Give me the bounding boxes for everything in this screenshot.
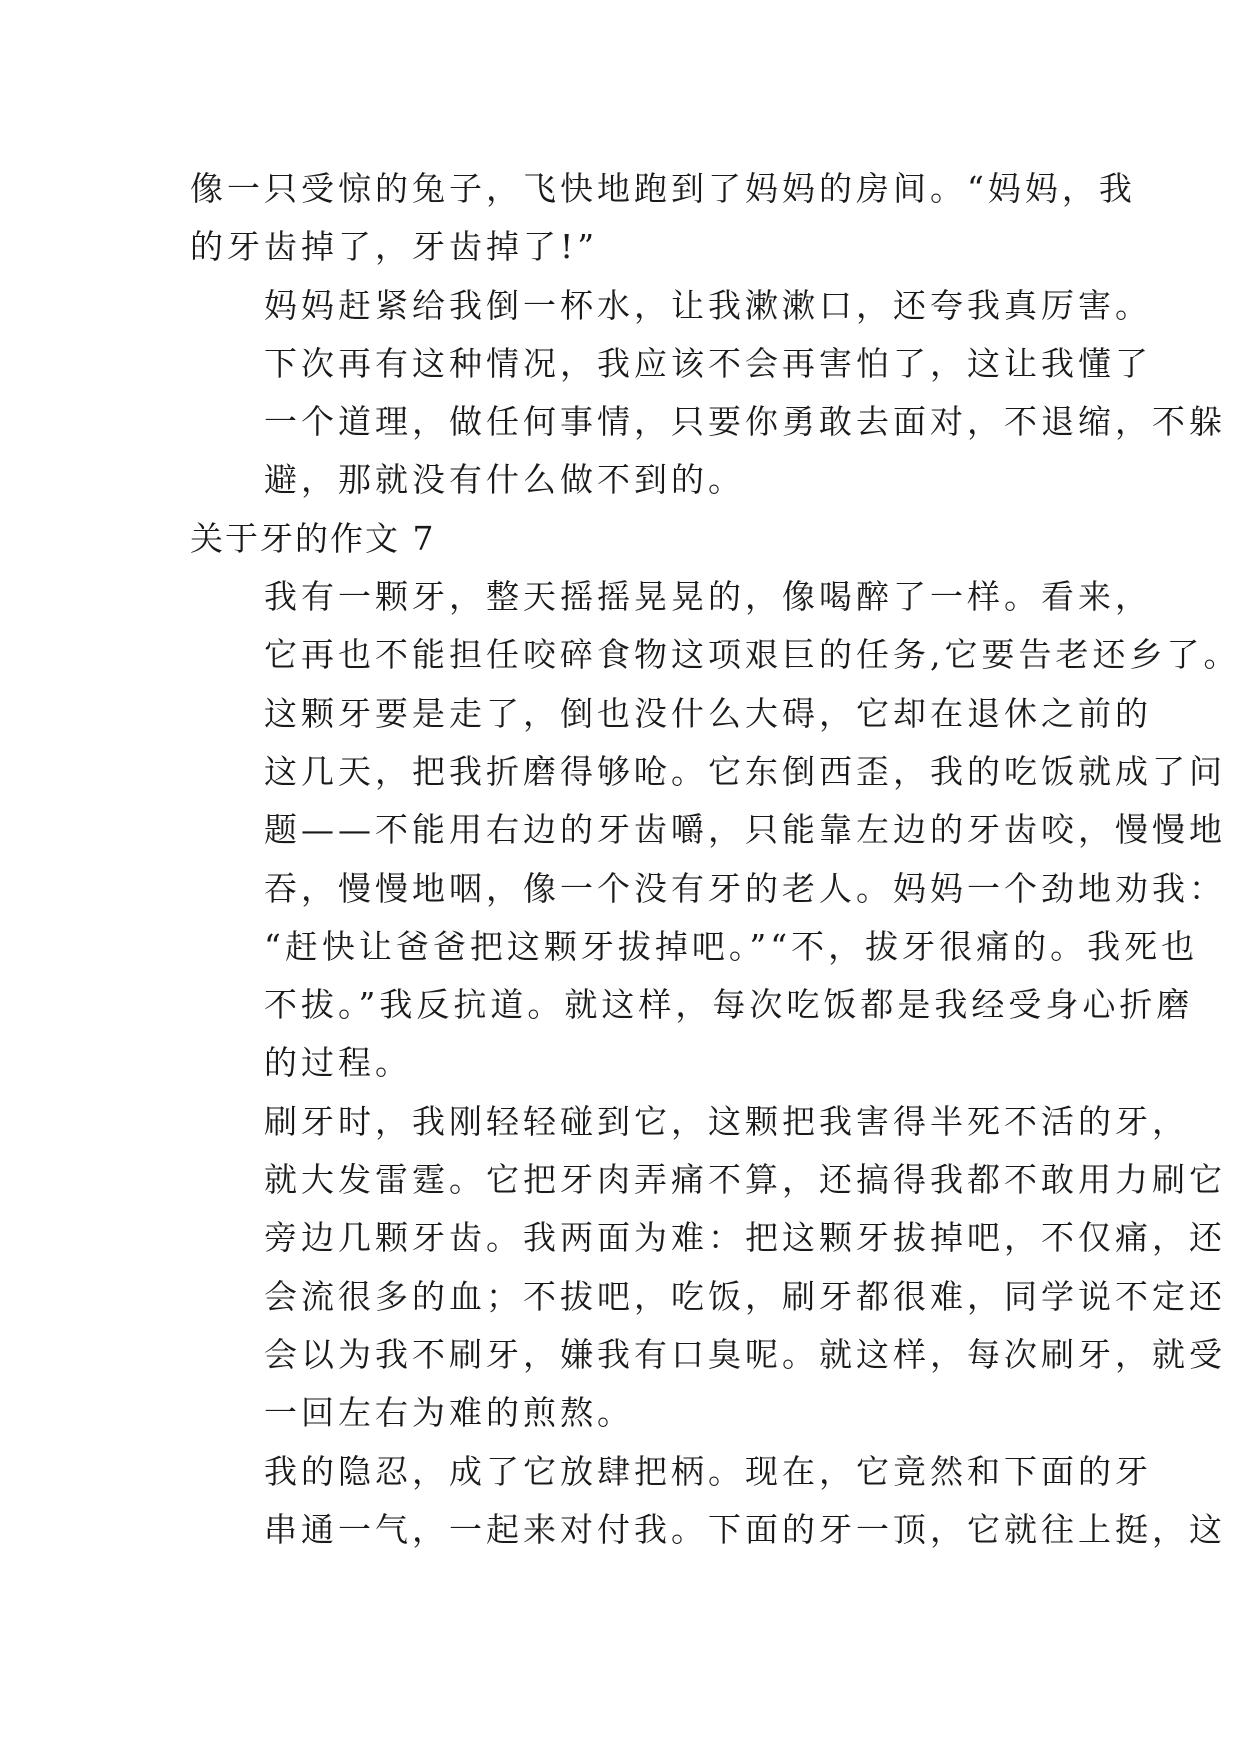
text-line: 旁边几颗牙齿。我两面为难：把这颗牙拔掉吧，不仅痛，还 [264,1218,1226,1258]
paragraph-7 [190,1443,1226,1560]
text-line: 这颗牙要是走了，倒也没什么大碍，它却在退休之前的 [264,693,1152,733]
text-line: 避，那就没有什么做不到的。 [264,460,745,500]
paragraph-5 [190,685,1226,1093]
text-line: 这几天，把我折磨得够呛。它东倒西歪，我的吃饭就成了问 [264,751,1226,791]
document-body [190,160,1241,1559]
text-line: 会以为我不刷牙，嫌我有口臭呢。就这样，每次刷牙，就受 [264,1334,1226,1374]
text-line: 像一只受惊的兔子，飞快地跑到了妈妈的房间。“妈妈，我 [190,169,1136,208]
text-line: 它再也不能担任咬碎食物这项艰巨的任务,它要告老还乡了。 [264,635,1241,675]
text-line: 题——不能用右边的牙齿嚼，只能靠左边的牙齿咬，慢慢地 [264,810,1226,850]
text-line: 串通一气，一起来对付我。下面的牙一顶，它就往上挺，这 [264,1509,1226,1549]
text-line: 我有一颗牙，整天摇摇晃晃的，像喝醉了一样。看来， [264,577,1152,617]
paragraph-2 [190,277,1152,335]
paragraph-4 [190,568,1241,685]
text-line: 刷牙时，我刚轻轻碰到它，这颗把我害得半死不活的牙， [264,1101,1189,1141]
text-line: 的过程。 [264,1043,412,1083]
paragraph-1 [190,160,1136,277]
text-line: 的牙齿掉了，牙齿掉了!” [190,227,599,267]
text-line: 妈妈赶紧给我倒一杯水，让我漱漱口，还夸我真厉害。 [264,285,1152,325]
text-line: 会流很多的血；不拔吧，吃饭，刷牙都很难，同学说不定还 [264,1276,1226,1316]
text-line: 就大发雷霆。它把牙肉弄痛不算，还搞得我都不敢用力刷它 [264,1160,1226,1200]
heading-text: 关于牙的作文 7 [190,518,436,558]
paragraph-6 [190,1093,1226,1443]
text-line: 不拔。”我反抗道。就这样，每次吃饭都是我经受身心折磨 [264,985,1194,1025]
paragraph-3 [190,335,1226,510]
text-line: 一回左右为难的煎熬。 [264,1393,634,1433]
section-heading [190,510,1070,568]
text-line: 吞，慢慢地咽，像一个没有牙的老人。妈妈一个劲地劝我： [264,868,1226,908]
text-line: “赶快让爸爸把这颗牙拔掉吧。”“不，拔牙很痛的。我死也 [264,926,1199,966]
text-line: 下次再有这种情况，我应该不会再害怕了，这让我懂了 [264,343,1152,383]
text-line: 我的隐忍，成了它放肆把柄。现在，它竟然和下面的牙 [264,1451,1152,1491]
text-line: 一个道理，做任何事情，只要你勇敢去面对，不退缩，不躲 [264,402,1226,442]
